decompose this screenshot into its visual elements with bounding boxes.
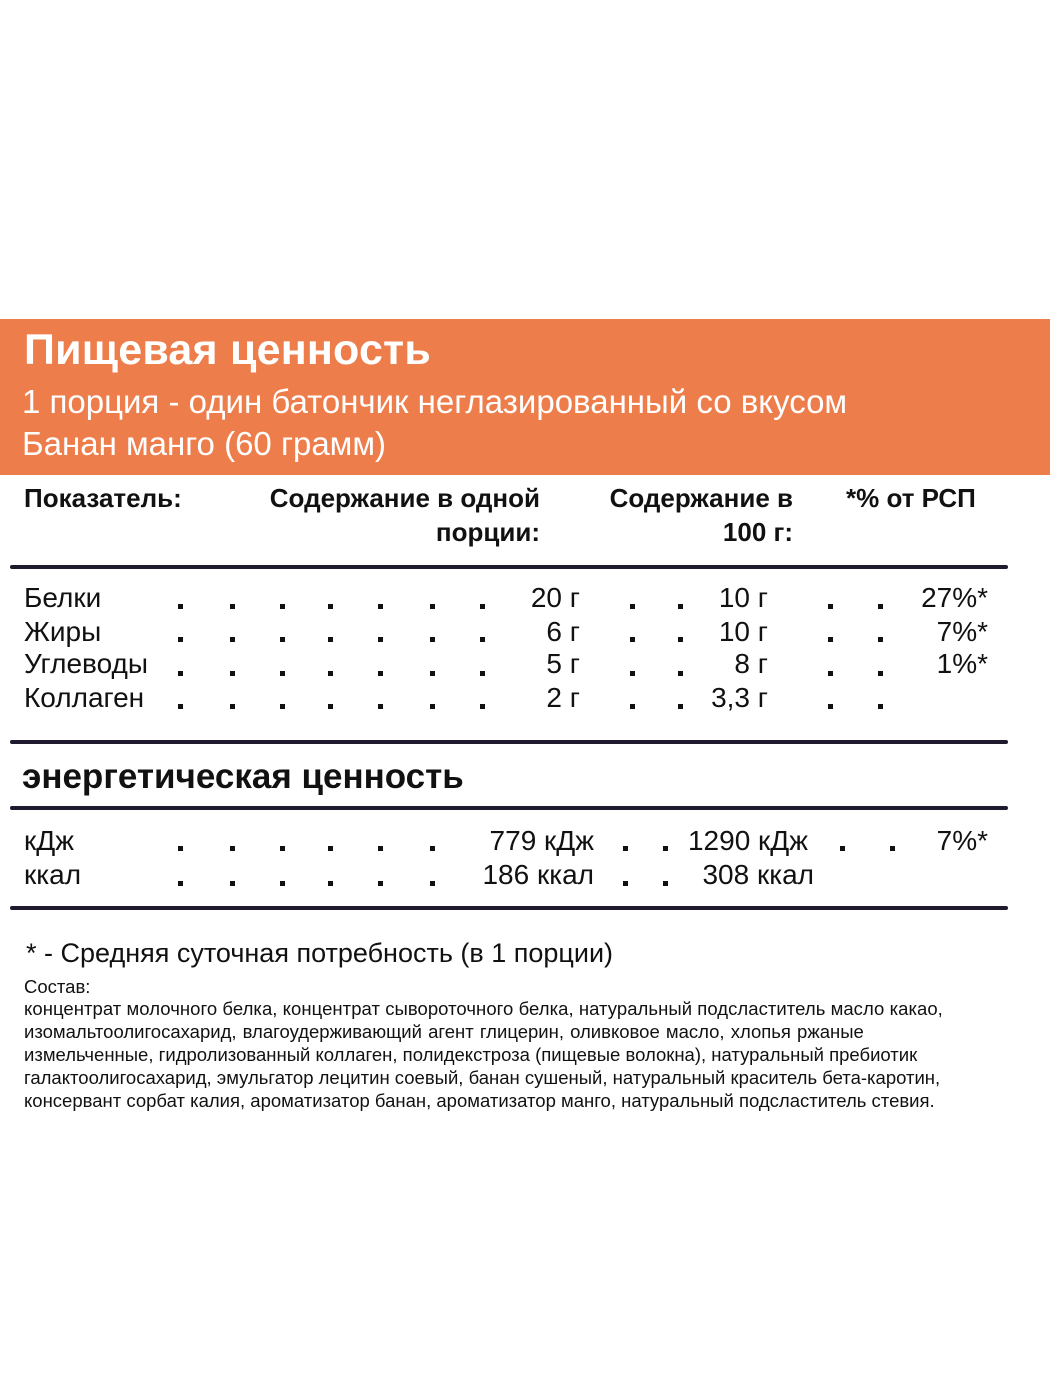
leader-dot bbox=[663, 846, 668, 851]
leader-dot bbox=[828, 637, 833, 642]
leader-dot bbox=[328, 881, 333, 886]
nutrient-name: Белки bbox=[24, 582, 102, 613]
energy-unit-name: ккал bbox=[24, 859, 82, 890]
leader-dot bbox=[678, 671, 683, 676]
nutrient-per-serving: 6 г bbox=[546, 616, 580, 647]
leader-dot bbox=[878, 637, 883, 642]
leader-dot bbox=[623, 881, 628, 886]
leader-dot bbox=[230, 704, 235, 709]
leader-dot bbox=[623, 846, 628, 851]
nutrient-per-serving: 2 г bbox=[546, 682, 580, 713]
leader-dot bbox=[378, 604, 383, 609]
leader-dot bbox=[328, 846, 333, 851]
serving-description: 1 порция - один батончик неглазированный со вкусом bbox=[22, 383, 848, 420]
leader-dot bbox=[280, 671, 285, 676]
leader-dot bbox=[678, 704, 683, 709]
composition-line: изомальтоолигосахарид, влагоудерживающий агент глицерин, оливковое масло, хлопья ржаные bbox=[24, 1021, 864, 1042]
leader-dot bbox=[663, 881, 668, 886]
nutrient-daily-value: 1%* bbox=[936, 648, 988, 679]
nutrient-name: Жиры bbox=[24, 616, 102, 647]
leader-dot bbox=[378, 704, 383, 709]
energy-per-serving: 186 ккал bbox=[482, 859, 594, 890]
leader-dot bbox=[480, 704, 485, 709]
leader-dot bbox=[178, 637, 183, 642]
leader-dot bbox=[480, 671, 485, 676]
nutrient-per-100g: 10 г bbox=[718, 616, 768, 647]
leader-dot bbox=[480, 604, 485, 609]
leader-dot bbox=[828, 704, 833, 709]
leader-dot bbox=[430, 637, 435, 642]
divider bbox=[10, 806, 1008, 810]
column-header-per-100g: Содержание в 100 г: bbox=[609, 483, 793, 547]
leader-dot bbox=[178, 846, 183, 851]
leader-dot bbox=[878, 604, 883, 609]
leader-dot bbox=[878, 704, 883, 709]
leader-dot bbox=[630, 637, 635, 642]
divider bbox=[10, 565, 1008, 569]
leader-dot bbox=[230, 671, 235, 676]
leader-dot bbox=[828, 671, 833, 676]
nutrient-name: Коллаген bbox=[24, 682, 145, 713]
composition-line: галактоолигосахарид, эмульгатор лецитин соевый, банан сушеный, натуральный краситель бета-каротин, bbox=[24, 1067, 941, 1088]
divider bbox=[10, 740, 1008, 744]
leader-dot bbox=[480, 637, 485, 642]
leader-dot bbox=[178, 704, 183, 709]
nutrient-daily-value: 27%* bbox=[921, 582, 988, 613]
leader-dot bbox=[328, 604, 333, 609]
composition-line: измельченные, гидролизованный коллаген, полидекстроза (пищевые волокна), натуральный пребиотик bbox=[24, 1044, 918, 1065]
nutrient-per-100g: 3,3 г bbox=[711, 682, 768, 713]
leader-dot bbox=[630, 671, 635, 676]
column-header-per-serving: Содержание в одной порции: bbox=[269, 483, 540, 547]
serving-description-cont: Банан манго (60 грамм) bbox=[22, 425, 387, 462]
leader-dot bbox=[178, 604, 183, 609]
leader-dot bbox=[178, 671, 183, 676]
energy-per-100g: 1290 кДж bbox=[687, 825, 808, 856]
leader-dot bbox=[430, 704, 435, 709]
composition-label: Состав: bbox=[24, 976, 91, 997]
leader-dot bbox=[328, 704, 333, 709]
leader-dot bbox=[280, 704, 285, 709]
nutrient-per-serving: 20 г bbox=[530, 582, 580, 613]
divider bbox=[10, 906, 1008, 910]
nutrient-per-100g: 10 г bbox=[718, 582, 768, 613]
nutrient-per-serving: 5 г bbox=[546, 648, 580, 679]
composition-line: концентрат молочного белка, концентрат сывороточного белка, натуральный подсластитель масло какао, bbox=[24, 998, 943, 1019]
leader-dot bbox=[378, 881, 383, 886]
leader-dot bbox=[840, 846, 845, 851]
leader-dot bbox=[430, 604, 435, 609]
nutrient-name: Углеводы bbox=[24, 648, 149, 679]
leader-dot bbox=[230, 637, 235, 642]
leader-dot bbox=[678, 637, 683, 642]
energy-per-100g: 308 ккал bbox=[702, 859, 814, 890]
nutrient-daily-value: 7%* bbox=[936, 616, 988, 647]
leader-dot bbox=[430, 881, 435, 886]
leader-dot bbox=[430, 671, 435, 676]
leader-dot bbox=[678, 604, 683, 609]
energy-section-title: энергетическая ценность bbox=[22, 757, 464, 796]
leader-dot bbox=[378, 637, 383, 642]
nutrient-per-100g: 8 г bbox=[734, 648, 768, 679]
column-header-indicator: Показатель: bbox=[24, 483, 182, 513]
leader-dot bbox=[178, 881, 183, 886]
leader-dot bbox=[630, 604, 635, 609]
leader-dot bbox=[430, 846, 435, 851]
column-header-daily-value: *% от РСП bbox=[846, 483, 976, 513]
leader-dot bbox=[328, 637, 333, 642]
leader-dot bbox=[378, 671, 383, 676]
leader-dot bbox=[280, 846, 285, 851]
leader-dot bbox=[378, 846, 383, 851]
leader-dot bbox=[630, 704, 635, 709]
page-title: Пищевая ценность bbox=[24, 326, 431, 374]
leader-dot bbox=[890, 846, 895, 851]
leader-dot bbox=[878, 671, 883, 676]
leader-dot bbox=[230, 846, 235, 851]
leader-dot bbox=[328, 671, 333, 676]
energy-daily-value: 7%* bbox=[936, 825, 988, 856]
footnote: * - Средняя суточная потребность (в 1 порции) bbox=[26, 938, 614, 968]
leader-dot bbox=[230, 604, 235, 609]
energy-unit-name: кДж bbox=[24, 825, 74, 856]
energy-per-serving: 779 кДж bbox=[489, 825, 594, 856]
leader-dot bbox=[828, 604, 833, 609]
leader-dot bbox=[280, 637, 285, 642]
leader-dot bbox=[280, 881, 285, 886]
leader-dot bbox=[230, 881, 235, 886]
composition-line: консервант сорбат калия, ароматизатор банан, ароматизатор манго, натуральный подсластитель стевия. bbox=[24, 1090, 935, 1111]
leader-dot bbox=[280, 604, 285, 609]
